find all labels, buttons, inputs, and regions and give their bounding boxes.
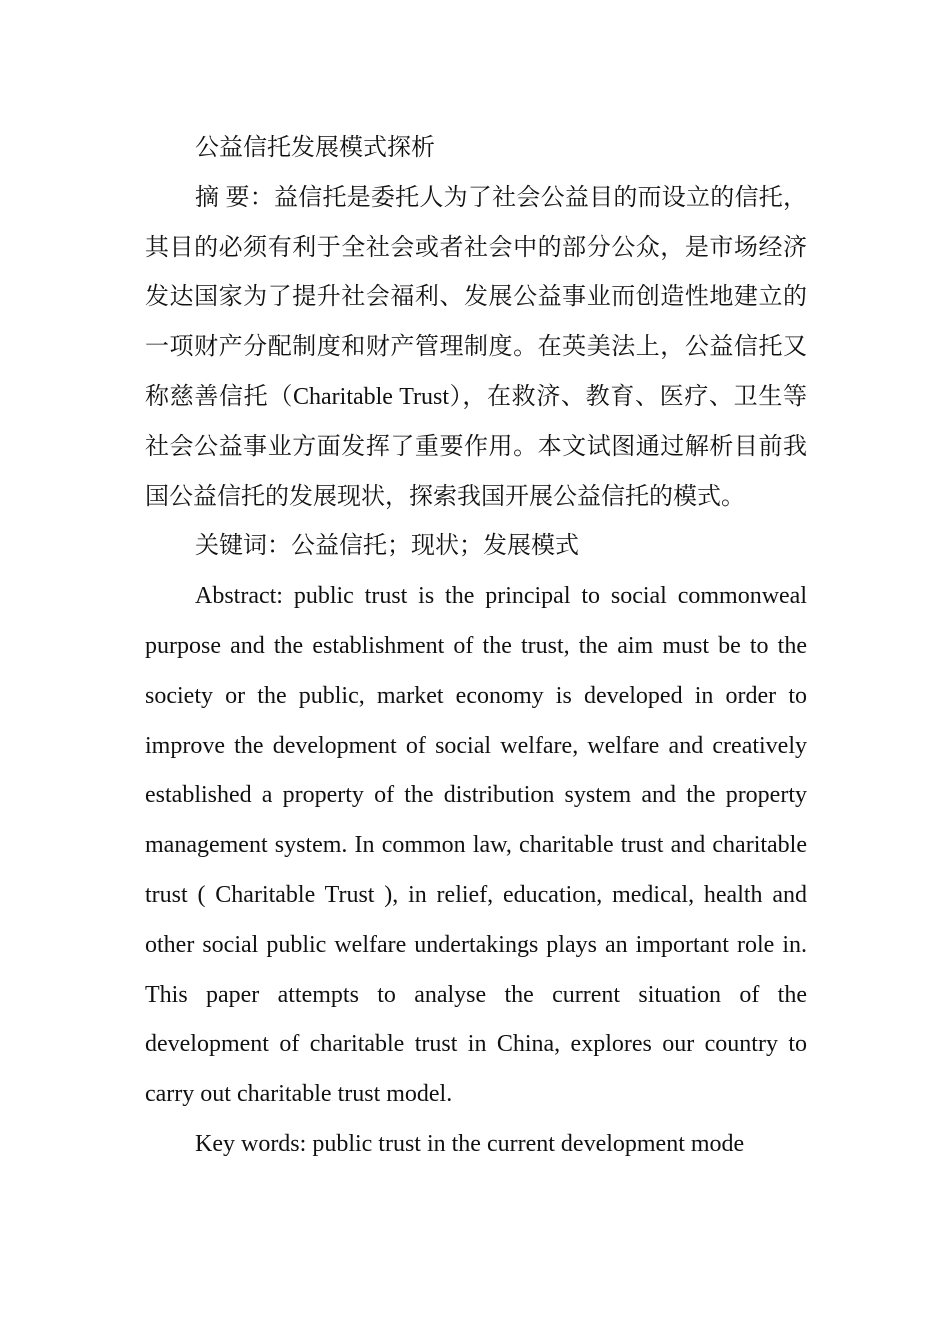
keywords-english: Key words: public trust in the current development mode (195, 1130, 745, 1157)
document-title: 公益信托发展模式探析 (195, 135, 435, 161)
document-page (145, 124, 807, 1170)
abstract-chinese: 摘 要：益信托是委托人为了社会公益目的而设立的信托，其目的必须有利于全社会或者社会中的部分公众，是市场经济发达国家为了提升社会福利、发展公益事业而创造性地建立的一项财产分配制度和财产管理制度。在英美法上，公益信托又称慈善信托（Charitable Trust），在救济、教育、医疗、卫生等社会公益事业方面发挥了重要作用。本文试图通过解析目前我国公益信托的发展现状，探索我国开展公益信托的模式。 (145, 184, 807, 510)
abstract-english: Abstract: public trust is the principal to social commonweal purpose and the establishment of the trust, the aim must be to the society or the public, market economy is developed in order to improve the development of social welfare, welfare and creatively established a property of the distribution system and the property management system. In common law, charitable trust and charitable trust ( Charitable Trust ), in relief, education, medical, health and other social public welfare undertakings plays an important role in. This paper attempts to analyse the current situation of the development of charitable trust in China, explores our country to carry out charitable trust model. (145, 583, 807, 1108)
keywords-chinese: 关键词：公益信托；现状；发展模式 (195, 533, 579, 560)
